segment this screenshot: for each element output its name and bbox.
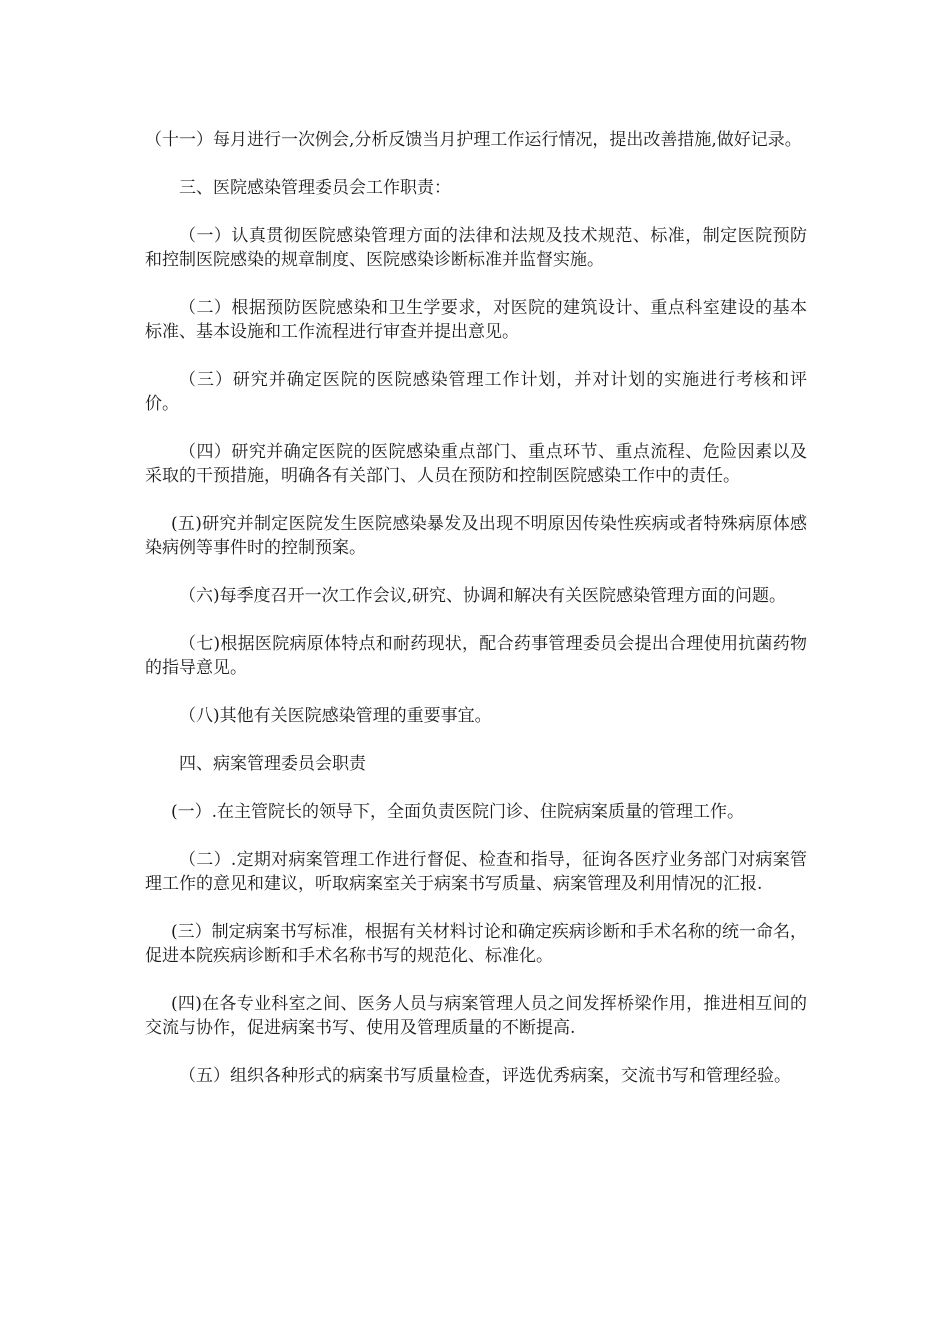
section-heading-records-committee: 四、病案管理委员会职责 bbox=[179, 754, 366, 774]
paragraph-infection-1: （一）认真贯彻医院感染管理方面的法律和法规及技术规范、标准，制定医院预防和控制医院感染的规章制度、医院感染诊断标准并监督实施。 bbox=[145, 226, 807, 270]
paragraph-records-1: (一）.在主管院长的领导下，全面负责医院门诊、住院病案质量的管理工作。 bbox=[171, 802, 745, 822]
paragraph-records-5: （五）组织各种形式的病案书写质量检查，评选优秀病案，交流书写和管理经验。 bbox=[179, 1066, 791, 1086]
document-page bbox=[145, 128, 807, 1112]
paragraph-infection-8: （八)其他有关医院感染管理的重要事宜。 bbox=[179, 706, 492, 726]
paragraph-item-11: （十一）每月进行一次例会,分析反馈当月护理工作运行情况，提出改善措施,做好记录。 bbox=[145, 130, 802, 150]
paragraph-infection-3: （三）研究并确定医院的医院感染管理工作计划，并对计划的实施进行考核和评价。 bbox=[145, 370, 807, 414]
paragraph-infection-2: （二）根据预防医院感染和卫生学要求，对医院的建筑设计、重点科室建设的基本标准、基本设施和工作流程进行审查并提出意见。 bbox=[145, 298, 807, 342]
paragraph-infection-7: （七)根据医院病原体特点和耐药现状，配合药事管理委员会提出合理使用抗菌药物的指导意见。 bbox=[145, 634, 807, 678]
section-heading-infection-committee: 三、医院感染管理委员会工作职责： bbox=[179, 178, 451, 198]
paragraph-records-3: (三）制定病案书写标准，根据有关材料讨论和确定疾病诊断和手术名称的统一命名，促进本院疾病诊断和手术名称书写的规范化、标准化。 bbox=[145, 922, 807, 966]
paragraph-infection-4: （四）研究并确定医院的医院感染重点部门、重点环节、重点流程、危险因素以及采取的干预措施，明确各有关部门、人员在预防和控制医院感染工作中的责任。 bbox=[145, 442, 807, 486]
paragraph-records-2: （二）.定期对病案管理工作进行督促、检查和指导，征询各医疗业务部门对病案管理工作的意见和建议，听取病案室关于病案书写质量、病案管理及利用情况的汇报. bbox=[145, 850, 807, 894]
paragraph-infection-6: （六)每季度召开一次工作会议,研究、协调和解决有关医院感染管理方面的问题。 bbox=[179, 586, 787, 606]
paragraph-infection-5: (五)研究并制定医院发生医院感染暴发及出现不明原因传染性疾病或者特殊病原体感染病例等事件时的控制预案。 bbox=[145, 514, 807, 558]
paragraph-records-4: (四)在各专业科室之间、医务人员与病案管理人员之间发挥桥梁作用，推进相互间的交流与协作，促进病案书写、使用及管理质量的不断提高. bbox=[145, 994, 807, 1038]
